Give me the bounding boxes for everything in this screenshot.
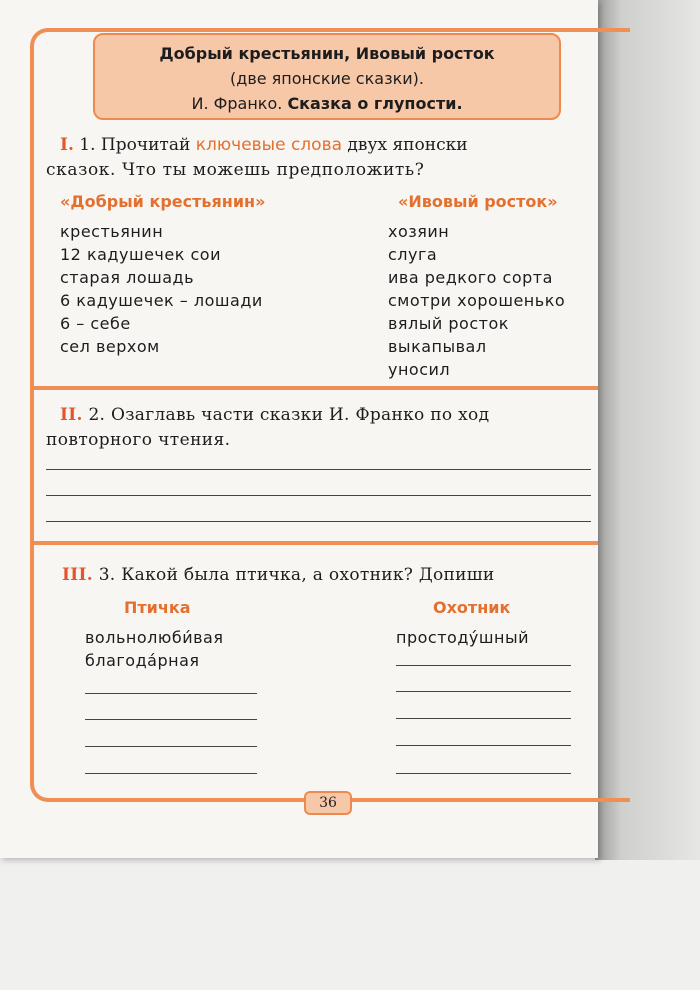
right-word: выкапывал (388, 337, 487, 356)
task3-text: 3. Какой была птичка, а охотник? Допиши (92, 565, 495, 585)
task1-right-title: «Ивовый росток» (398, 192, 558, 211)
right-word: слуга (388, 245, 438, 264)
task1-text-after: двух японски (342, 135, 468, 155)
section-divider-1 (32, 386, 598, 390)
task2-roman: II. (60, 405, 83, 425)
right-word: вялый росток (388, 314, 509, 333)
left-word: сел верхом (60, 337, 160, 356)
title-line-2: (две японские сказки). (230, 69, 424, 88)
title-author: И. Франко. (191, 94, 283, 113)
task3-line-1 (62, 565, 495, 585)
right-word: уносил (388, 360, 451, 379)
answer-line[interactable] (85, 719, 257, 720)
left-word: крестьянин (60, 222, 164, 241)
answer-line[interactable] (396, 773, 571, 774)
section-divider-2 (32, 541, 598, 545)
task3-left-title: Птичка (124, 598, 191, 617)
title-story: Сказка о глупости. (287, 94, 463, 113)
task3-roman: III. (62, 565, 93, 585)
task2-line-1 (60, 405, 489, 425)
task1-line-1 (60, 135, 468, 155)
answer-line[interactable] (396, 691, 571, 692)
hunter-word: простоду́шный (396, 628, 529, 647)
title-line-3 (95, 91, 559, 116)
answer-line[interactable] (85, 746, 257, 747)
task1-left-title: «Добрый крестьянин» (60, 192, 266, 211)
answer-line[interactable] (46, 495, 591, 496)
bird-word: благода́рная (85, 651, 200, 670)
right-word: ива редкого сорта (388, 268, 553, 287)
answer-line[interactable] (85, 693, 257, 694)
right-word: хозяин (388, 222, 450, 241)
answer-line[interactable] (46, 469, 591, 470)
task3-right-title: Охотник (433, 598, 511, 617)
left-word: 6 кадушечек – лошади (60, 291, 263, 310)
task1-text-before: 1. Прочитай (73, 135, 196, 155)
answer-line[interactable] (46, 521, 591, 522)
answer-line[interactable] (396, 718, 571, 719)
left-word: 12 кадушечек сои (60, 245, 221, 264)
left-word: старая лошадь (60, 268, 195, 287)
page-number: 36 (304, 791, 352, 815)
answer-line[interactable] (396, 745, 571, 746)
task1-roman: I. (60, 135, 74, 155)
left-word: 6 – себе (60, 314, 131, 333)
task2-line-2: повторного чтения. (46, 430, 231, 450)
title-line-1: Добрый крестьянин, Ивовый росток (159, 44, 495, 63)
answer-line[interactable] (85, 773, 257, 774)
task2-text: 2. Озаглавь части сказки И. Франко по ход (82, 405, 490, 425)
right-word: смотри хорошенько (388, 291, 566, 310)
title-box (93, 33, 561, 120)
bird-word: вольнолюби́вая (85, 628, 224, 647)
scan-background (0, 856, 700, 990)
task1-highlight: ключевые слова (195, 135, 343, 155)
answer-line[interactable] (396, 665, 571, 666)
task1-line-2: сказок. Что ты можешь предположить? (46, 160, 425, 180)
